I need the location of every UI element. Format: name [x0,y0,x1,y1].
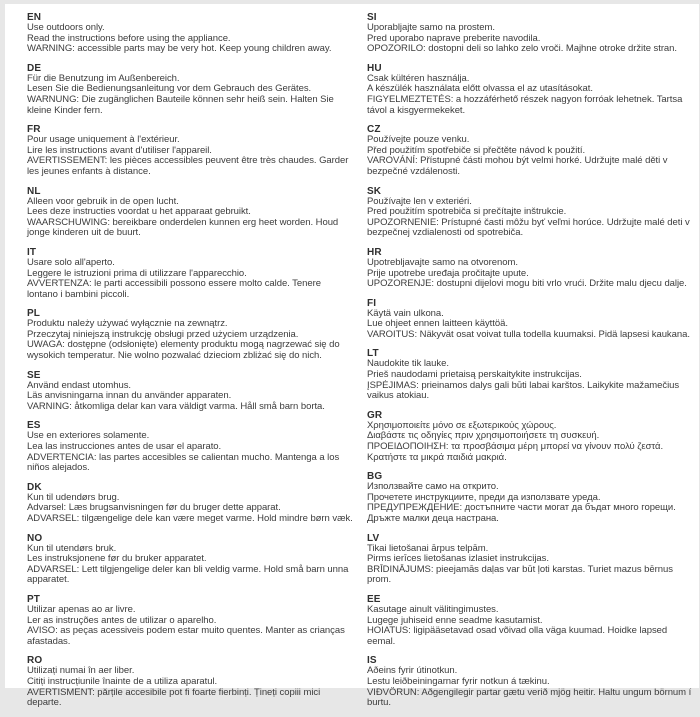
language-code-heading: DK [27,482,353,493]
section-lines [27,544,353,586]
section-lines [27,135,353,177]
instruction-line: Kasutage ainult välitingimustes. [367,605,693,616]
instruction-line: ADVERTENCIA: las partes accesibles se calientan mucho. Mantenga a los niños alejados. [27,453,353,474]
language-section [27,247,353,300]
language-code-heading: ES [27,420,353,431]
section-lines [367,482,693,524]
language-code-heading: FR [27,124,353,135]
column-right [367,12,693,717]
language-code-heading: BG [367,471,693,482]
instruction-line: VARNING: åtkomliga delar kan vara väldigt varma. Håll små barn borta. [27,402,353,413]
language-section [367,63,693,116]
language-section [367,124,693,177]
instruction-line: Lea las instrucciones antes de usar el aparato. [27,442,353,453]
instruction-line: Před použitím spotřebiče si přečtěte návod k použití. [367,146,693,157]
language-section [27,308,353,361]
instruction-line: Använd endast utomhus. [27,381,353,392]
instruction-manual-page [5,4,699,688]
instruction-line: Lire les instructions avant d'utiliser l'appareil. [27,146,353,157]
language-section [367,533,693,586]
language-code-heading: RO [27,655,353,666]
instruction-line: Ler as instruções antes de utilizar o aparelho. [27,616,353,627]
language-section [27,655,353,708]
section-lines [367,605,693,647]
instruction-line: Lesen Sie die Bedienungsanleitung vor dem Gebrauch des Gerätes. [27,84,353,95]
instruction-line: UPOZORENJE: dostupni dijelovi mogu biti vrlo vrući. Držite malu djecu dalje. [367,279,693,290]
instruction-line: Pour usage uniquement à l'extérieur. [27,135,353,146]
instruction-line: Lue ohjeet ennen laitteen käyttöä. [367,319,693,330]
instruction-line: AVVERTENZA: le parti accessibili possono essere molto calde. Tenere lontano i bambini piccoli. [27,279,353,300]
instruction-line: Lestu leiðbeiningarnar fyrir notkun á tækinu. [367,677,693,688]
section-lines [27,258,353,300]
section-lines [367,74,693,116]
instruction-line: WAARSCHUWING: bereikbare onderdelen kunnen erg heet worden. Houd jonge kinderen uit de buurt. [27,218,353,239]
instruction-line: Käytä vain ulkona. [367,309,693,320]
instruction-line: Pred použitím spotrebiča si prečítajte inštrukcie. [367,207,693,218]
section-lines [27,431,353,473]
section-lines [367,258,693,290]
instruction-line: UWAGA: dostępne (odsłonięte) elementy produktu mogą nagrzewać się do wysokich temperatur. Nie wolno pozwalać dzieciom zbliżać się do nich. [27,340,353,361]
instruction-line: WARNING: accessible parts may be very hot. Keep young children away. [27,44,353,55]
instruction-line: ADVARSEL: Lett tilgjengelige deler kan bli veldig varme. Hold små barn unna apparatet. [27,565,353,586]
language-section [367,186,693,239]
instruction-line: Läs anvisningarna innan du använder apparaten. [27,391,353,402]
language-section [367,298,693,341]
instruction-line: Lugege juhiseid enne seadme kasutamist. [367,616,693,627]
instruction-line: Read the instructions before using the appliance. [27,34,353,45]
instruction-line: Používajte len v exteriéri. [367,197,693,208]
language-code-heading: PL [27,308,353,319]
instruction-line: ΠΡΟΕΙΔΟΠΟΙΗΣΗ: τα προσβάσιμα μέρη μπορεί να γίνουν πολύ ζεστά. Κρατήστε τα μικρά παιδιά μακριά. [367,442,693,463]
instruction-line: AVERTISSEMENT: les pièces accessibles peuvent être très chaudes. Garder les jeunes enfants à distance. [27,156,353,177]
language-section [367,655,693,708]
instruction-line: Für die Benutzung im Außenbereich. [27,74,353,85]
instruction-line: Aðeins fyrir útinotkun. [367,666,693,677]
language-code-heading: HU [367,63,693,74]
language-code-heading: EE [367,594,693,605]
instruction-line: HOIATUS: ligipääsetavad osad võivad olla väga kuumad. Hoidke lapsed eemal. [367,626,693,647]
section-lines [27,74,353,116]
instruction-line: ADVARSEL: tilgængelige dele kan være meget varme. Hold mindre børn væk. [27,514,353,525]
section-lines [27,197,353,239]
section-lines [27,493,353,525]
instruction-line: A készülék használata előtt olvassa el az utasításokat. [367,84,693,95]
language-code-heading: CZ [367,124,693,135]
instruction-line: UPOZORNENIE: Prístupné časti môžu byť veľmi horúce. Udržujte malé deti v bezpečnej vzdialenosti od spotrebiča. [367,218,693,239]
instruction-line: Leggere le istruzioni prima di utilizzare l'apparecchio. [27,269,353,280]
section-lines [367,421,693,463]
instruction-line: Les instruksjonene før du bruker apparatet. [27,554,353,565]
instruction-line: Use outdoors only. [27,23,353,34]
instruction-line: AVERTISMENT: părțile accesibile pot fi foarte fierbinți. Țineți copiii mici departe. [27,688,353,709]
language-code-heading: DE [27,63,353,74]
section-lines [367,544,693,586]
language-section [27,186,353,239]
section-lines [367,197,693,239]
instruction-line: Používejte pouze venku. [367,135,693,146]
language-code-heading: IT [27,247,353,258]
language-section [27,124,353,177]
instruction-line: VIÐVÖRUN: Aðgengilegir partar gætu verið mjög heitir. Haltu ungum börnum í burtu. [367,688,693,709]
language-section [367,247,693,290]
instruction-line: Csak kültéren használja. [367,74,693,85]
instruction-line: BRĪDINĀJUMS: pieejamās daļas var būt ļoti karstas. Turiet mazus bērnus prom. [367,565,693,586]
instruction-line: Прочетете инструкциите, преди да използвате уреда. [367,493,693,504]
instruction-line: Utilizar apenas ao ar livre. [27,605,353,616]
instruction-line: Kun til utendørs bruk. [27,544,353,555]
language-section [27,12,353,55]
instruction-line: ПРЕДУПРЕЖДЕНИЕ: достъпните части могат да бъдат много горещи. Дръжте малки деца настрана. [367,503,693,524]
instruction-line: VAROITUS: Näkyvät osat voivat tulla todella kuumaksi. Pidä lapsesi kaukana. [367,330,693,341]
language-section [367,471,693,524]
language-code-heading: LV [367,533,693,544]
instruction-line: Upotrebljavajte samo na otvorenom. [367,258,693,269]
instruction-line: Pred uporabo naprave preberite navodila. [367,34,693,45]
instruction-line: Alleen voor gebruik in de open lucht. [27,197,353,208]
section-lines [367,135,693,177]
section-lines [27,381,353,413]
language-section [27,594,353,647]
instruction-line: Tikai lietošanai ārpus telpām. [367,544,693,555]
instruction-line: Przeczytaj niniejszą instrukcję obsługi przed użyciem urządzenia. [27,330,353,341]
language-section [367,12,693,55]
instruction-line: Utilizați numai în aer liber. [27,666,353,677]
columns-container [5,4,699,717]
language-code-heading: IS [367,655,693,666]
instruction-line: FIGYELMEZTETÉS: a hozzáférhető részek nagyon forróak lehetnek. Tartsa távol a kisgyermekeket. [367,95,693,116]
language-section [367,594,693,647]
section-lines [367,23,693,55]
language-code-heading: NO [27,533,353,544]
instruction-line: Produktu należy używać wyłącznie na zewnątrz. [27,319,353,330]
section-lines [367,359,693,401]
language-section [27,420,353,473]
instruction-line: VAROVÁNÍ: Přístupné části mohou být velmi horké. Udržujte malé děti v bezpečné vzdálenosti. [367,156,693,177]
instruction-line: Use en exteriores solamente. [27,431,353,442]
language-section [27,370,353,413]
instruction-line: Използвайте само на открито. [367,482,693,493]
language-code-heading: SI [367,12,693,23]
language-code-heading: EN [27,12,353,23]
language-code-heading: LT [367,348,693,359]
instruction-line: Uporabljajte samo na prostem. [367,23,693,34]
language-section [27,482,353,525]
column-left [27,12,353,717]
instruction-line: Prieš naudodami prietaisą perskaitykite instrukcijas. [367,370,693,381]
instruction-line: Advarsel: Læs brugsanvisningen før du bruger dette apparat. [27,503,353,514]
language-code-heading: GR [367,410,693,421]
instruction-line: AVISO: as peças acessiveis podem estar muito quentes. Manter as crianças afastadas. [27,626,353,647]
language-section [27,63,353,116]
section-lines [367,309,693,341]
language-section [367,410,693,463]
instruction-line: Lees deze instructies voordat u het apparaat gebruikt. [27,207,353,218]
instruction-line: Kun til udendørs brug. [27,493,353,504]
language-code-heading: SE [27,370,353,381]
instruction-line: OPOZORILO: dostopni deli so lahko zelo vroči. Majhne otroke držite stran. [367,44,693,55]
language-code-heading: NL [27,186,353,197]
language-code-heading: FI [367,298,693,309]
instruction-line: WARNUNG: Die zugänglichen Bauteile können sehr heiß sein. Halten Sie kleine Kinder fern. [27,95,353,116]
language-code-heading: PT [27,594,353,605]
instruction-line: Naudokite tik lauke. [367,359,693,370]
instruction-line: ĮSPĖJIMAS: prieinamos dalys gali būti labai karštos. Laikykite mažamečius vaikus atokiau. [367,381,693,402]
instruction-line: Διαβάστε τις οδηγίες πριν χρησιμοποιήσετε τη συσκευή. [367,431,693,442]
section-lines [27,23,353,55]
section-lines [27,666,353,708]
section-lines [367,666,693,708]
instruction-line: Usare solo all'aperto. [27,258,353,269]
section-lines [27,605,353,647]
instruction-line: Pirms ierīces lietošanas izlasiet instrukcijas. [367,554,693,565]
language-section [367,348,693,401]
language-section [27,533,353,586]
instruction-line: Χρησιμοποιείτε μόνο σε εξωτερικούς χώρους. [367,421,693,432]
instruction-line: Prije upotrebe uređaja pročitajte upute. [367,269,693,280]
instruction-line: Citiți instrucțiunile înainte de a utiliza aparatul. [27,677,353,688]
section-lines [27,319,353,361]
language-code-heading: HR [367,247,693,258]
language-code-heading: SK [367,186,693,197]
